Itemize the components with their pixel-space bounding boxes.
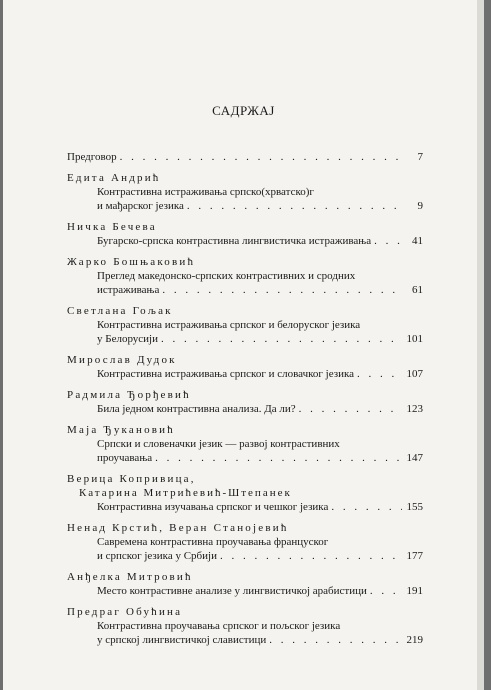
toc-entry[interactable] <box>67 220 423 248</box>
page-number: 123 <box>406 403 423 415</box>
page-number: 41 <box>412 235 423 247</box>
toc-entry[interactable] <box>67 423 423 465</box>
entry-title-line <box>67 332 423 346</box>
toc-entry[interactable] <box>67 570 423 598</box>
author-name: Верица Копривица, <box>67 473 196 485</box>
page-number: 191 <box>406 585 423 597</box>
toc-entry[interactable] <box>67 521 423 563</box>
page-number: 177 <box>406 550 423 562</box>
page-number: 155 <box>406 501 423 513</box>
entry-title-line <box>67 367 423 381</box>
entry-title-line <box>67 535 423 549</box>
entry-title: Контрастивна истраживања српског и словачког језика <box>97 368 355 380</box>
entry-title: Контрастивна изучавања српског и чешког језика <box>97 501 329 513</box>
leader-dots <box>155 451 402 465</box>
preface-label: Предговор <box>67 151 117 163</box>
entry-title: у Белорусији <box>97 333 159 345</box>
leader-dots <box>162 283 402 297</box>
entry-title: истраживања <box>97 284 160 296</box>
entry-title-line <box>67 318 423 332</box>
author-name: Радмила Ђорђевић <box>67 389 191 401</box>
leader-dots <box>374 234 402 248</box>
page-number: 61 <box>412 284 423 296</box>
leader-dots <box>120 150 402 164</box>
entry-title-line <box>67 549 423 563</box>
entry-title: Контрастивна истраживања српско(хрватско)г <box>97 186 314 198</box>
entry-title-line <box>67 199 423 213</box>
author-name: Предраг Обућина <box>67 606 183 618</box>
author-name: Мирослав Дудок <box>67 354 177 366</box>
leader-dots <box>269 633 402 647</box>
leader-dots <box>161 332 402 346</box>
page-title: САДРЖАЈ <box>212 103 275 118</box>
entry-title-line <box>67 619 423 633</box>
page-number: 147 <box>406 452 423 464</box>
toc-entry[interactable] <box>67 388 423 416</box>
entry-title-line <box>67 283 423 297</box>
entry-title: Била једном контрастивна анализа. Да ли? <box>97 403 296 415</box>
entry-title: и мађарског језика <box>97 200 184 212</box>
author-name: Ничка Бечева <box>67 221 157 233</box>
entry-title-line <box>67 500 423 514</box>
entry-title: Српски и словеначки језик — развој контрастивних <box>97 438 340 450</box>
leader-dots <box>331 500 402 514</box>
author-name: Жарко Бошњаковић <box>67 256 196 268</box>
leader-dots <box>299 402 402 416</box>
entry-title: и српског језика у Србији <box>97 550 217 562</box>
page-number: 101 <box>406 333 423 345</box>
entry-title-line <box>67 451 423 465</box>
toc-entry[interactable] <box>67 472 423 514</box>
leader-dots <box>220 549 402 563</box>
entry-title-line <box>67 269 423 283</box>
author-name: Едита Андрић <box>67 172 161 184</box>
page-number: 7 <box>417 151 423 163</box>
page-number: 107 <box>406 368 423 380</box>
leader-dots <box>187 199 402 213</box>
entry-title: Место контрастивне анализе у лингвистичкој арабистици <box>97 585 367 597</box>
entry-title: проучавања <box>97 452 153 464</box>
toc-entry[interactable] <box>67 255 423 297</box>
entry-title: Савремена контрастивна проучавања француског <box>97 536 329 548</box>
author-name: Светлана Гољак <box>67 305 173 317</box>
toc-entry[interactable] <box>67 605 423 647</box>
bleed-through-text <box>43 62 443 76</box>
author-name: Маја Ђукановић <box>67 424 175 436</box>
entry-title-line <box>67 234 423 248</box>
entry-title-line <box>67 185 423 199</box>
toc-entry[interactable] <box>67 171 423 213</box>
entry-title: Бугарско-српска контрастивна лингвистичка истраживања <box>97 235 372 247</box>
entry-title: Контрастивна истраживања српског и белоруског језика <box>97 319 361 331</box>
toc-entry[interactable] <box>67 353 423 381</box>
entry-title-line <box>67 633 423 647</box>
entry-title-line <box>67 437 423 451</box>
page-number: 9 <box>417 200 423 212</box>
author-name-second: Катарина Митрићевић-Штепанек <box>79 487 292 499</box>
table-of-contents <box>67 150 423 654</box>
entry-title-line <box>67 402 423 416</box>
toc-preface[interactable] <box>67 150 423 164</box>
leader-dots <box>370 584 402 598</box>
leader-dots <box>357 367 402 381</box>
toc-entry[interactable] <box>67 304 423 346</box>
book-page <box>3 0 484 690</box>
author-name: Анђелка Митровић <box>67 571 193 583</box>
page-number: 219 <box>406 634 423 646</box>
entry-title: Преглед македонско-српских контрастивних и сродних <box>97 270 356 282</box>
entry-title: у српској лингвистичкој славистици <box>97 634 267 646</box>
entry-title-line <box>67 584 423 598</box>
entry-title: Контрастивна проучавања српског и пољског језика <box>97 620 341 632</box>
author-name: Ненад Крстић, Веран Станојевић <box>67 522 289 534</box>
